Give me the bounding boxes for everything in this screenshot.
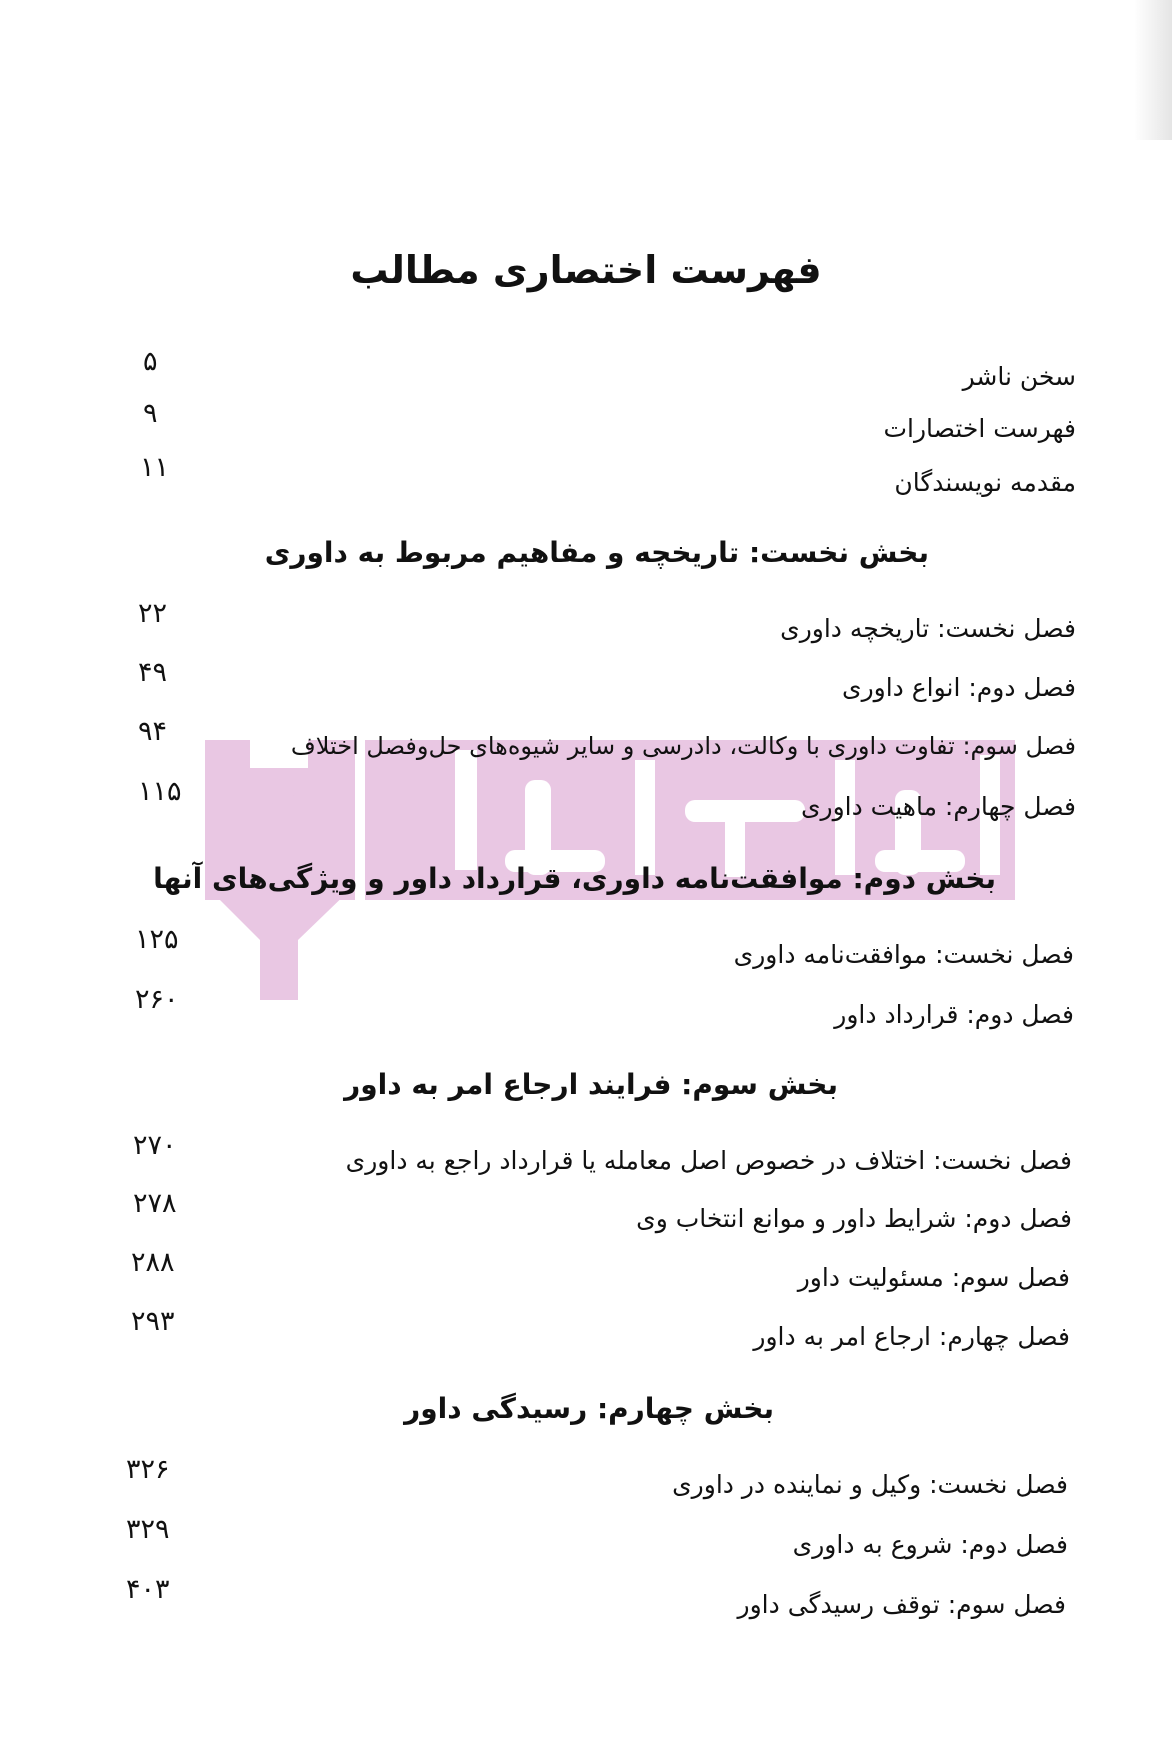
chapter-label: فصل دوم: شرایط داور و موانع انتخاب وی xyxy=(636,1204,1072,1233)
front-matter-label: مقدمه نویسندگان xyxy=(894,468,1076,497)
chapter-label: فصل دوم: انواع داوری xyxy=(842,673,1076,702)
front-matter-page: ۵ xyxy=(143,346,158,377)
chapter-label: فصل چهارم: ماهیت داوری xyxy=(800,792,1076,821)
toc-title: فهرست اختصاری مطالب xyxy=(350,248,822,292)
chapter-page: ۱۱۵ xyxy=(138,776,182,807)
chapter-page: ۲۷۰ xyxy=(133,1130,177,1161)
chapter-page: ۲۲ xyxy=(138,598,168,629)
chapter-page: ۴۹ xyxy=(138,657,168,688)
chapter-label: فصل نخست: اختلاف در خصوص اصل معامله یا قرارداد راجع به داوری xyxy=(345,1146,1072,1175)
front-matter-label: سخن ناشر xyxy=(962,362,1076,391)
chapter-page: ۲۸۸ xyxy=(131,1247,175,1278)
part-title: بخش نخست: تاریخچه و مفاهیم مربوط به داوری xyxy=(264,536,929,569)
chapter-label: فصل نخست: وکیل و نماینده در داوری xyxy=(672,1470,1068,1499)
chapter-label: فصل سوم: مسئولیت داور xyxy=(797,1263,1070,1292)
front-matter-page: ۹ xyxy=(143,398,158,429)
chapter-label: فصل سوم: توقف رسیدگی داور xyxy=(737,1590,1066,1619)
chapter-page: ۹۴ xyxy=(138,716,168,747)
chapter-page: ۴۰۳ xyxy=(126,1574,170,1605)
part-title: بخش دوم: موافقت‌نامه داوری، قرارداد داور و ویژگی‌های آنها xyxy=(153,862,996,895)
chapter-label: فصل دوم: قرارداد داور xyxy=(834,1000,1074,1029)
chapter-page: ۳۲۶ xyxy=(126,1454,170,1485)
chapter-page: ۱۲۵ xyxy=(135,924,179,955)
part-title: بخش سوم: فرایند ارجاع امر به داور xyxy=(344,1068,838,1101)
scan-edge-shadow xyxy=(1134,0,1172,140)
part-title: بخش چهارم: رسیدگی داور xyxy=(404,1392,774,1425)
chapter-page: ۲۷۸ xyxy=(133,1188,177,1219)
chapter-label: فصل دوم: شروع به داوری xyxy=(792,1530,1068,1559)
chapter-page: ۲۹۳ xyxy=(131,1306,175,1337)
chapter-label: فصل نخست: موافقت‌نامه داوری xyxy=(733,940,1074,969)
front-matter-label: فهرست اختصارات xyxy=(883,414,1076,443)
chapter-page: ۳۲۹ xyxy=(126,1514,170,1545)
chapter-label: فصل نخست: تاریخچه داوری xyxy=(780,614,1076,643)
chapter-label: فصل چهارم: ارجاع امر به داور xyxy=(753,1322,1070,1351)
chapter-label: فصل سوم: تفاوت داوری با وکالت، دادرسی و سایر شیوه‌های حل‌وفصل اختلاف xyxy=(290,732,1076,760)
front-matter-page: ۱۱ xyxy=(140,452,170,483)
chapter-page: ۲۶۰ xyxy=(135,984,179,1015)
